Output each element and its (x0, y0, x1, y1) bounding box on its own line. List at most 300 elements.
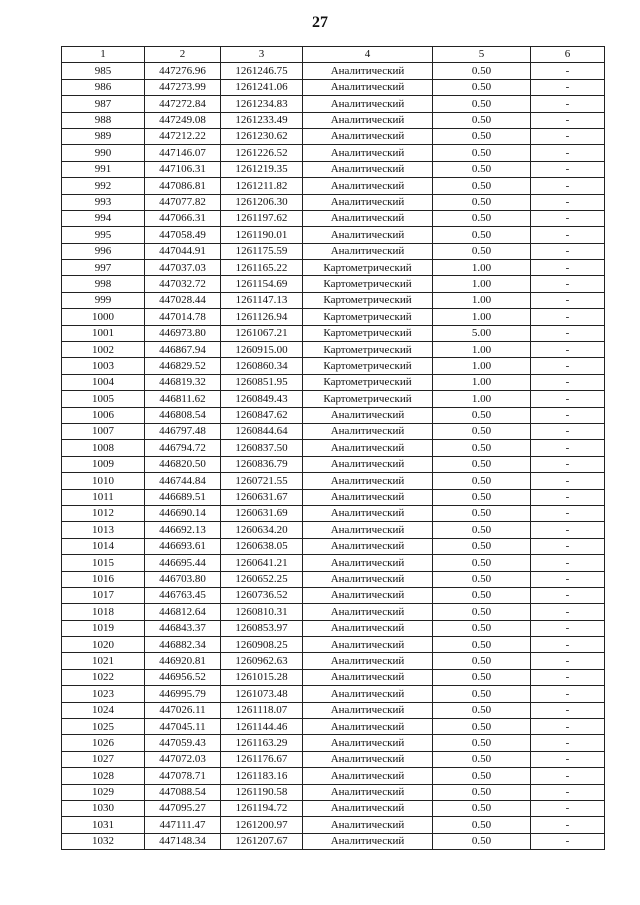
table-cell: - (531, 473, 605, 489)
table-cell: 0.50 (433, 669, 531, 685)
table-row (62, 309, 605, 325)
table-cell: 447088.54 (145, 784, 221, 800)
table-row (62, 423, 605, 439)
table-cell: 0.50 (433, 178, 531, 194)
table-cell: Картометрический (303, 276, 433, 292)
table-cell: Аналитический (303, 243, 433, 259)
table-row (62, 833, 605, 849)
table-row (62, 63, 605, 79)
table-cell: 1023 (62, 686, 145, 702)
table-cell: 1032 (62, 833, 145, 849)
table-cell: 0.50 (433, 768, 531, 784)
table-cell: 446812.64 (145, 604, 221, 620)
table-cell: Аналитический (303, 735, 433, 751)
table-cell: Аналитический (303, 833, 433, 849)
table-cell: Аналитический (303, 227, 433, 243)
table-row (62, 276, 605, 292)
table-cell: 1.00 (433, 374, 531, 390)
table-cell: 447077.82 (145, 194, 221, 210)
table-cell: 1261233.49 (221, 112, 303, 128)
table-cell: - (531, 719, 605, 735)
column-header: 6 (531, 47, 605, 63)
table-cell: 446811.62 (145, 391, 221, 407)
table-cell: Аналитический (303, 751, 433, 767)
table-cell: 1013 (62, 522, 145, 538)
table-cell: 447045.11 (145, 719, 221, 735)
table-cell: - (531, 800, 605, 816)
table-cell: Аналитический (303, 620, 433, 636)
table-cell: Аналитический (303, 669, 433, 685)
table-cell: 998 (62, 276, 145, 292)
table-cell: 1260638.05 (221, 538, 303, 554)
table-cell: 0.50 (433, 620, 531, 636)
table-cell: 1261165.22 (221, 260, 303, 276)
coordinates-table (61, 46, 605, 850)
table-cell: 1.00 (433, 391, 531, 407)
table-cell: 988 (62, 112, 145, 128)
table-row (62, 620, 605, 636)
table-cell: 1031 (62, 817, 145, 833)
table-cell: 1261200.97 (221, 817, 303, 833)
table-cell: 1260652.25 (221, 571, 303, 587)
table-cell: 446829.52 (145, 358, 221, 374)
table-cell: 1009 (62, 456, 145, 472)
table-cell: 1012 (62, 505, 145, 521)
table-cell: Аналитический (303, 161, 433, 177)
table-cell: 991 (62, 161, 145, 177)
table-cell: - (531, 833, 605, 849)
table-cell: 446920.81 (145, 653, 221, 669)
table-row (62, 243, 605, 259)
table-cell: - (531, 374, 605, 390)
table-cell: 1014 (62, 538, 145, 554)
table-cell: Аналитический (303, 800, 433, 816)
table-cell: 1261073.48 (221, 686, 303, 702)
table-cell: 0.50 (433, 555, 531, 571)
table-row (62, 112, 605, 128)
table-cell: 446973.80 (145, 325, 221, 341)
table-cell: 0.50 (433, 161, 531, 177)
table-cell: - (531, 538, 605, 554)
table-cell: 1261015.28 (221, 669, 303, 685)
table-cell: 0.50 (433, 227, 531, 243)
table-cell: - (531, 637, 605, 653)
table-cell: 0.50 (433, 423, 531, 439)
table-cell: 0.50 (433, 440, 531, 456)
table-cell: - (531, 309, 605, 325)
table-cell: 987 (62, 96, 145, 112)
table-cell: - (531, 489, 605, 505)
table-row (62, 145, 605, 161)
table-cell: 1002 (62, 342, 145, 358)
table-cell: 447276.96 (145, 63, 221, 79)
table-cell: - (531, 768, 605, 784)
table-cell: 446695.44 (145, 555, 221, 571)
table-cell: 1261154.69 (221, 276, 303, 292)
table-cell: 1260810.31 (221, 604, 303, 620)
table-cell: 446808.54 (145, 407, 221, 423)
table-cell: 0.50 (433, 604, 531, 620)
table-cell: 1261126.94 (221, 309, 303, 325)
table-cell: Аналитический (303, 473, 433, 489)
table-cell: 1019 (62, 620, 145, 636)
table-cell: - (531, 227, 605, 243)
table-cell: - (531, 817, 605, 833)
table-cell: 446689.51 (145, 489, 221, 505)
table-cell: Картометрический (303, 260, 433, 276)
table-row (62, 128, 605, 144)
table-cell: 446692.13 (145, 522, 221, 538)
table-cell: 1260721.55 (221, 473, 303, 489)
table-cell: Аналитический (303, 96, 433, 112)
table-cell: 447273.99 (145, 79, 221, 95)
table-cell: Аналитический (303, 505, 433, 521)
table-cell: 0.50 (433, 79, 531, 95)
table-cell: 447095.27 (145, 800, 221, 816)
table-cell: - (531, 653, 605, 669)
table-cell: 447066.31 (145, 210, 221, 226)
table-cell: 0.50 (433, 456, 531, 472)
table-row (62, 391, 605, 407)
table-cell: 0.50 (433, 538, 531, 554)
table-cell: - (531, 96, 605, 112)
table-cell: 1261197.62 (221, 210, 303, 226)
table-cell: 1261176.67 (221, 751, 303, 767)
table-cell: 1261175.59 (221, 243, 303, 259)
table-cell: 446763.45 (145, 587, 221, 603)
table-row (62, 227, 605, 243)
table-row (62, 751, 605, 767)
table-row (62, 669, 605, 685)
table-row (62, 768, 605, 784)
table-cell: 1011 (62, 489, 145, 505)
table-cell: 1261147.13 (221, 292, 303, 308)
table-cell: 1.00 (433, 309, 531, 325)
table-cell: 0.50 (433, 833, 531, 849)
table-cell: - (531, 456, 605, 472)
table-cell: - (531, 702, 605, 718)
table-cell: 447014.78 (145, 309, 221, 325)
table-cell: - (531, 79, 605, 95)
table-cell: 447059.43 (145, 735, 221, 751)
table-cell: 0.50 (433, 735, 531, 751)
table-cell: 446690.14 (145, 505, 221, 521)
table-cell: Аналитический (303, 407, 433, 423)
table-cell: 0.50 (433, 800, 531, 816)
table-cell: 1028 (62, 768, 145, 784)
table-cell: 990 (62, 145, 145, 161)
table-cell: 0.50 (433, 522, 531, 538)
table-cell: 1261241.06 (221, 79, 303, 95)
table-cell: 447072.03 (145, 751, 221, 767)
table-row (62, 260, 605, 276)
table-cell: - (531, 784, 605, 800)
table-cell: 1260844.64 (221, 423, 303, 439)
table-row (62, 784, 605, 800)
table-cell: 1261246.75 (221, 63, 303, 79)
table-cell: 0.50 (433, 571, 531, 587)
table-cell: - (531, 669, 605, 685)
table-cell: - (531, 342, 605, 358)
table-cell: 1015 (62, 555, 145, 571)
table-cell: 1261230.62 (221, 128, 303, 144)
table-cell: - (531, 260, 605, 276)
table-cell: - (531, 407, 605, 423)
table-cell: - (531, 358, 605, 374)
table-cell: 996 (62, 243, 145, 259)
table-header (62, 47, 605, 63)
table-cell: 1261206.30 (221, 194, 303, 210)
table-row (62, 817, 605, 833)
table-cell: 0.50 (433, 587, 531, 603)
column-header: 2 (145, 47, 221, 63)
table-cell: 1260736.52 (221, 587, 303, 603)
table-row (62, 440, 605, 456)
table-cell: 992 (62, 178, 145, 194)
table-cell: Аналитический (303, 128, 433, 144)
table-cell: 447212.22 (145, 128, 221, 144)
table-cell: 1260915.00 (221, 342, 303, 358)
table-cell: Аналитический (303, 587, 433, 603)
table-cell: 447058.49 (145, 227, 221, 243)
table-cell: 1026 (62, 735, 145, 751)
table-cell: 0.50 (433, 702, 531, 718)
table-cell: Картометрический (303, 292, 433, 308)
table-cell: Аналитический (303, 489, 433, 505)
table-cell: 0.50 (433, 784, 531, 800)
table-cell: 1260836.79 (221, 456, 303, 472)
table-cell: Аналитический (303, 178, 433, 194)
table-cell: 1261163.29 (221, 735, 303, 751)
table-row (62, 571, 605, 587)
table-cell: 985 (62, 63, 145, 79)
table-cell: - (531, 440, 605, 456)
column-header: 3 (221, 47, 303, 63)
table-cell: 0.50 (433, 489, 531, 505)
table-cell: Аналитический (303, 456, 433, 472)
table-cell: - (531, 161, 605, 177)
table-cell: 1261219.35 (221, 161, 303, 177)
table-cell: 447032.72 (145, 276, 221, 292)
table-cell: - (531, 735, 605, 751)
table-cell: Аналитический (303, 604, 433, 620)
table-cell: 1261211.82 (221, 178, 303, 194)
table-row (62, 325, 605, 341)
table-cell: 0.50 (433, 243, 531, 259)
table-cell: 1001 (62, 325, 145, 341)
table-cell: - (531, 243, 605, 259)
table-cell: - (531, 505, 605, 521)
table-cell: - (531, 555, 605, 571)
table-cell: 446797.48 (145, 423, 221, 439)
table-row (62, 79, 605, 95)
table-cell: 1010 (62, 473, 145, 489)
table-cell: 1261183.16 (221, 768, 303, 784)
table-cell: Аналитический (303, 571, 433, 587)
table-cell: Аналитический (303, 522, 433, 538)
table-cell: Аналитический (303, 555, 433, 571)
table-cell: 1260641.21 (221, 555, 303, 571)
table-cell: Аналитический (303, 538, 433, 554)
table-cell: 446882.34 (145, 637, 221, 653)
table-cell: Картометрический (303, 325, 433, 341)
table-cell: 447148.34 (145, 833, 221, 849)
table-cell: Аналитический (303, 79, 433, 95)
table-cell: - (531, 63, 605, 79)
table-cell: 0.50 (433, 637, 531, 653)
table-cell: 0.50 (433, 96, 531, 112)
table-cell: - (531, 620, 605, 636)
table-cell: 1018 (62, 604, 145, 620)
table-cell: 1260962.63 (221, 653, 303, 669)
table-cell: 1261067.21 (221, 325, 303, 341)
table-cell: 1.00 (433, 358, 531, 374)
page-number: 27 (312, 14, 328, 31)
table-cell: 1261190.01 (221, 227, 303, 243)
table-cell: - (531, 522, 605, 538)
table-cell: 446693.61 (145, 538, 221, 554)
table-cell: 446794.72 (145, 440, 221, 456)
table-row (62, 522, 605, 538)
table-row (62, 653, 605, 669)
table-cell: 447044.91 (145, 243, 221, 259)
table-cell: 1020 (62, 637, 145, 653)
table-cell: 1007 (62, 423, 145, 439)
table-cell: 1022 (62, 669, 145, 685)
table-cell: Аналитический (303, 194, 433, 210)
table-cell: 1260849.43 (221, 391, 303, 407)
table-cell: 1030 (62, 800, 145, 816)
table-row (62, 735, 605, 751)
table-row (62, 178, 605, 194)
table-cell: 1261190.58 (221, 784, 303, 800)
table-row (62, 505, 605, 521)
table-cell: 446843.37 (145, 620, 221, 636)
table-cell: 446956.52 (145, 669, 221, 685)
column-header: 5 (433, 47, 531, 63)
table-row (62, 210, 605, 226)
table-cell: 1260847.62 (221, 407, 303, 423)
table-row (62, 637, 605, 653)
table-cell: Аналитический (303, 145, 433, 161)
table-cell: Аналитический (303, 112, 433, 128)
table-cell: Аналитический (303, 768, 433, 784)
table-cell: 446820.50 (145, 456, 221, 472)
table-cell: - (531, 751, 605, 767)
table-cell: 1025 (62, 719, 145, 735)
table-cell: - (531, 194, 605, 210)
table-cell: - (531, 292, 605, 308)
table-cell: Картометрический (303, 309, 433, 325)
table-cell: - (531, 112, 605, 128)
table-row (62, 374, 605, 390)
table-cell: 1005 (62, 391, 145, 407)
table-cell: 1261144.46 (221, 719, 303, 735)
table-cell: 447086.81 (145, 178, 221, 194)
table-cell: 447146.07 (145, 145, 221, 161)
column-header: 1 (62, 47, 145, 63)
table-cell: - (531, 178, 605, 194)
table-cell: 447026.11 (145, 702, 221, 718)
table-cell: 995 (62, 227, 145, 243)
table-row (62, 342, 605, 358)
table-cell: 446703.80 (145, 571, 221, 587)
table-row (62, 800, 605, 816)
table-cell: - (531, 571, 605, 587)
table-cell: Аналитический (303, 440, 433, 456)
table-cell: - (531, 210, 605, 226)
table-row (62, 538, 605, 554)
table-cell: 0.50 (433, 686, 531, 702)
table-cell: 0.50 (433, 194, 531, 210)
table-cell: 1260634.20 (221, 522, 303, 538)
table-cell: 0.50 (433, 473, 531, 489)
table-cell: 446744.84 (145, 473, 221, 489)
column-header: 4 (303, 47, 433, 63)
table-cell: 1021 (62, 653, 145, 669)
table-cell: Картометрический (303, 391, 433, 407)
table-cell: 1261118.07 (221, 702, 303, 718)
table-cell: 1.00 (433, 292, 531, 308)
table-row (62, 194, 605, 210)
table-cell: 1261226.52 (221, 145, 303, 161)
table-cell: - (531, 325, 605, 341)
table-cell: 0.50 (433, 145, 531, 161)
table-cell: Аналитический (303, 817, 433, 833)
table-cell: 447272.84 (145, 96, 221, 112)
table-cell: Аналитический (303, 686, 433, 702)
table-row (62, 407, 605, 423)
table-cell: 0.50 (433, 719, 531, 735)
table-row (62, 686, 605, 702)
table-cell: 999 (62, 292, 145, 308)
table-cell: 1004 (62, 374, 145, 390)
table-cell: 1.00 (433, 276, 531, 292)
table-cell: 447249.08 (145, 112, 221, 128)
table-cell: Аналитический (303, 653, 433, 669)
table-cell: 1008 (62, 440, 145, 456)
table-cell: Картометрический (303, 358, 433, 374)
table-row (62, 358, 605, 374)
table-row (62, 161, 605, 177)
table-cell: 446819.32 (145, 374, 221, 390)
table-row (62, 473, 605, 489)
table-row (62, 702, 605, 718)
table-row (62, 587, 605, 603)
table-cell: 1260837.50 (221, 440, 303, 456)
table-cell: 0.50 (433, 112, 531, 128)
table-row (62, 96, 605, 112)
table-cell: 447111.47 (145, 817, 221, 833)
table-cell: 447078.71 (145, 768, 221, 784)
table-cell: Аналитический (303, 423, 433, 439)
table-cell: 447106.31 (145, 161, 221, 177)
table-cell: Аналитический (303, 210, 433, 226)
table-cell: 1.00 (433, 260, 531, 276)
table-cell: 1260853.97 (221, 620, 303, 636)
table-row (62, 489, 605, 505)
table-cell: 997 (62, 260, 145, 276)
table-cell: 993 (62, 194, 145, 210)
table-cell: Аналитический (303, 63, 433, 79)
table-cell: 1017 (62, 587, 145, 603)
table-cell: 1029 (62, 784, 145, 800)
table-cell: 0.50 (433, 128, 531, 144)
table-cell: Картометрический (303, 374, 433, 390)
table-cell: 5.00 (433, 325, 531, 341)
table-cell: Аналитический (303, 784, 433, 800)
table-cell: 989 (62, 128, 145, 144)
